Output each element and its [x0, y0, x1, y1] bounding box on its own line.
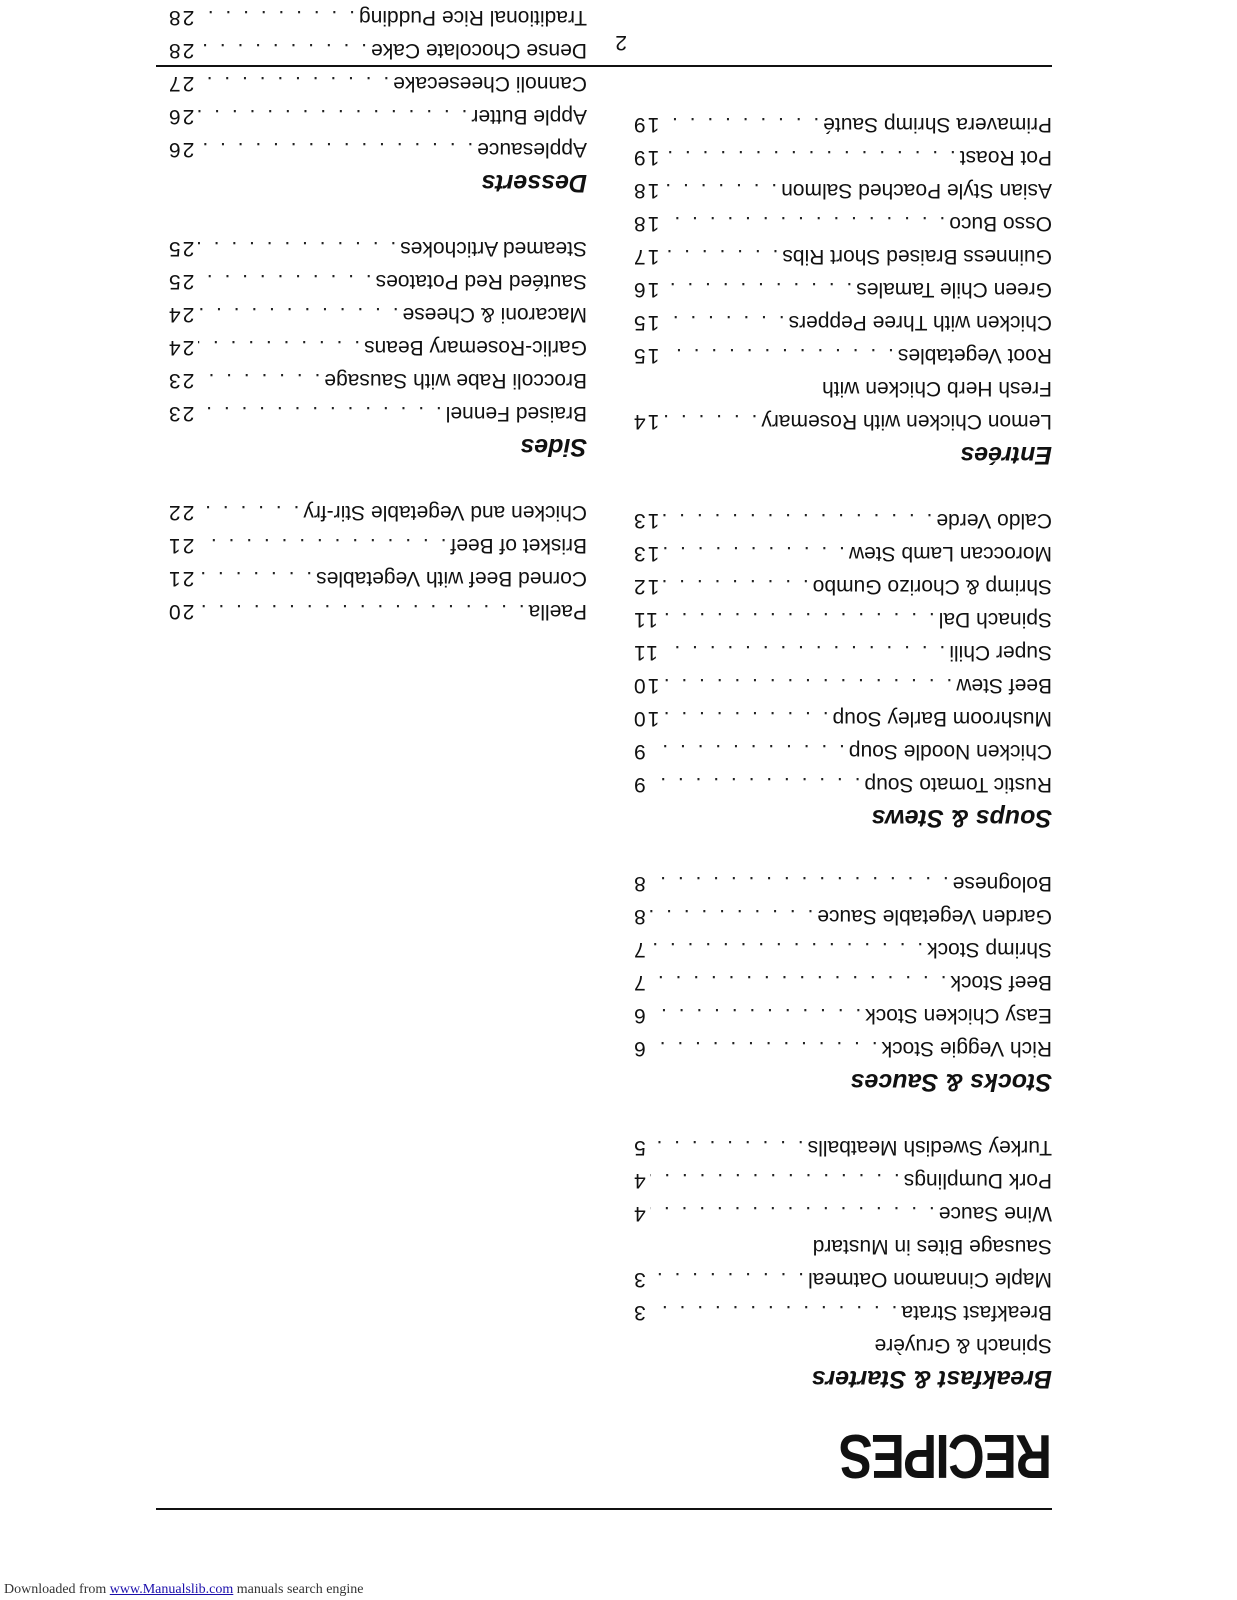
dot-leader: [650, 1164, 900, 1197]
toc-entry: [167, 364, 587, 397]
entry-title: Cannoli Cheesecake: [393, 72, 587, 95]
entry-title: Chicken Noodle Soup: [848, 740, 1052, 763]
entry-page-number: 9: [632, 773, 646, 796]
entry-page-number: 4: [632, 1202, 646, 1225]
dot-leader: [663, 339, 894, 372]
entry-title: Corned Beef with Vegetables: [316, 567, 587, 590]
entry-page-number: 7: [632, 938, 646, 961]
dot-leader: [198, 496, 299, 529]
entry-title: Garden Vegetable Sauce: [817, 905, 1052, 928]
toc-entry: [632, 1263, 1052, 1296]
entry-page-number: [167, 0, 194, 1]
toc-section: [167, 0, 587, 200]
toc-entry: [632, 504, 1052, 537]
entry-title: Chicken with Three Peppers: [788, 311, 1052, 334]
entry-title: Pot Roast: [959, 146, 1052, 169]
dot-leader: [198, 100, 467, 133]
dot-leader: [650, 1032, 878, 1065]
dot-leader: [650, 1131, 804, 1164]
entry-page-number: 26: [167, 138, 195, 161]
entry-page-number: 24: [167, 303, 195, 326]
toc-entry: [167, 265, 587, 298]
entry-page-number: 4: [632, 1169, 646, 1192]
toc-entry: [632, 339, 1052, 405]
dot-leader: [198, 34, 367, 67]
dot-leader: [650, 933, 923, 966]
toc-entry: [632, 702, 1052, 735]
dot-leader: [650, 900, 814, 933]
download-note-suffix: manuals search engine: [236, 1582, 364, 1597]
entry-title: Asian Style Poached Salmon: [781, 179, 1052, 202]
toc-entry: [632, 1032, 1052, 1065]
toc-entry: [632, 933, 1052, 966]
entry-page-number: 15: [632, 311, 660, 334]
dot-leader: [198, 133, 473, 166]
entry-page-number: 25: [167, 237, 195, 260]
entry-page-number: 11: [632, 608, 658, 631]
dot-leader: [663, 702, 828, 735]
entry-title: Green Chile Tamales: [856, 278, 1052, 301]
dot-leader: [198, 67, 389, 100]
entry-page-number: 7: [632, 971, 646, 994]
page-title: RECIPES: [840, 1421, 1052, 1490]
entry-title: Shrimp Stock: [927, 938, 1052, 961]
entry-page-number: 18: [632, 212, 660, 235]
entry-page-number: 13: [632, 509, 660, 532]
entry-page-number: 26: [167, 105, 195, 128]
entry-page-number: 21: [167, 567, 195, 590]
entry-title: Traditional Rice Pudding: [358, 6, 587, 29]
toc-entry: [632, 240, 1052, 273]
dot-leader: [198, 331, 360, 364]
dot-leader: [198, 0, 437, 1]
toc-entry: [632, 537, 1052, 570]
download-note: [4, 1582, 364, 1598]
entry-page-number: 8: [632, 905, 646, 928]
toc-entry: [632, 900, 1052, 933]
entry-title: Rich Veggie Stock: [881, 1037, 1052, 1060]
entry-title: Applesauce: [477, 138, 587, 161]
entry-title: Spinach Dal: [938, 608, 1052, 631]
entry-title: Broccoli Rabe with Sausage: [324, 369, 587, 392]
entry-page-number: 8: [632, 872, 646, 895]
entry-title: Macaroni & Cheese: [402, 303, 587, 326]
dot-leader: [663, 306, 784, 339]
entry-page-number: 27: [167, 72, 195, 95]
entry-title: Braised Fennel: [445, 402, 587, 425]
entry-title: Wine Sauce: [938, 1202, 1052, 1225]
dot-leader: [650, 999, 862, 1032]
dot-leader: [663, 570, 808, 603]
toc-entry: [167, 0, 587, 1]
section-heading: Soups & Stews: [871, 804, 1052, 832]
toc-entry: [167, 397, 587, 430]
toc-entry: [632, 174, 1052, 207]
entry-page-number: 19: [632, 113, 660, 136]
toc-section: [632, 1131, 1052, 1396]
dot-leader: [198, 265, 371, 298]
toc-entry: [632, 966, 1052, 999]
toc-entry: [632, 999, 1052, 1032]
entry-page-number: 23: [167, 369, 195, 392]
dot-leader: [650, 768, 861, 801]
entry-title: Dense Chocolate Cake: [371, 39, 587, 62]
page-number: 2: [615, 31, 627, 54]
toc-entry: [632, 735, 1052, 768]
dot-leader: [198, 595, 524, 628]
entry-page-number: 3: [632, 1268, 646, 1291]
footer-rule: [156, 65, 1052, 67]
entry-page-number: 15: [632, 344, 660, 367]
section-heading: Entrées: [960, 441, 1052, 469]
toc-entry: [167, 496, 587, 529]
toc-entry: [167, 562, 587, 595]
toc-column-right: [167, 0, 587, 628]
entry-title: Lemon Chicken with Rosemary: [761, 410, 1052, 433]
entry-page-number: 16: [632, 278, 660, 301]
entry-page-number: 28: [167, 39, 195, 62]
dot-leader: [663, 537, 845, 570]
toc-entry: [632, 636, 1052, 669]
entry-page-number: 10: [632, 707, 660, 730]
entry-page-number: 5: [632, 1136, 646, 1159]
toc-entry: [632, 108, 1052, 141]
entry-page-number: 18: [632, 179, 660, 202]
entry-title: Breakfast Strata: [901, 1301, 1052, 1324]
dot-leader: [662, 636, 945, 669]
dot-leader: [663, 240, 778, 273]
entry-title: Apple Butter: [471, 105, 587, 128]
entry-title-line1: Sausage Bites in Mustard: [812, 1235, 1052, 1258]
toc-entry: [167, 298, 587, 331]
entry-page-number: 24: [167, 336, 195, 359]
dot-leader: [650, 867, 949, 900]
entry-title: Super Chili: [949, 641, 1052, 664]
toc-entry: [632, 273, 1052, 306]
toc-entry: [632, 768, 1052, 801]
toc-entry: [167, 133, 587, 166]
entry-title: Osso Buco: [949, 212, 1052, 235]
entry-title: Bolognese: [952, 872, 1052, 895]
toc-entry: [632, 669, 1052, 702]
entry-page-number: 25: [167, 270, 195, 293]
entry-title: Guinness Braised Short Ribs: [782, 245, 1052, 268]
entry-page-number: 23: [167, 402, 195, 425]
toc-entry: [632, 867, 1052, 900]
toc-entry: [632, 1164, 1052, 1197]
entry-page-number: 17: [632, 245, 660, 268]
dot-leader: [663, 405, 757, 438]
section-heading: Sides: [520, 433, 587, 461]
entry-page-number: 6: [632, 1004, 646, 1027]
toc-entry: [167, 232, 587, 265]
toc-entry: [632, 306, 1052, 339]
toc-entry: [167, 1, 587, 34]
entry-title: Brisket of Beef: [450, 534, 587, 557]
entry-page-number: 21: [167, 534, 195, 557]
entry-title: Chicken and Vegetable Stir-fry: [303, 501, 587, 524]
toc-section: [167, 496, 587, 628]
entry-page-number: 28: [167, 6, 195, 29]
dot-leader: [663, 669, 952, 702]
dot-leader: [650, 966, 947, 999]
entry-page-number: 20: [167, 600, 195, 623]
toc-entry: [632, 1197, 1052, 1263]
entry-title: Shrimp & Chorizo Gumbo: [812, 575, 1052, 598]
entry-title: Maple Cinnamon Oatmeal: [808, 1268, 1052, 1291]
toc-entry: [167, 34, 587, 67]
entry-title-line1: Spinach & Gruyère: [874, 1334, 1052, 1357]
entry-title: Sautéed Red Potatoes: [375, 270, 587, 293]
dot-leader: [663, 207, 945, 240]
manualslib-link[interactable]: www.Manualslib.com: [109, 1582, 234, 1597]
dot-leader: [662, 603, 935, 636]
toc-section: [632, 867, 1052, 1099]
toc-entry: [167, 100, 587, 133]
entry-page-number: 14: [632, 410, 660, 433]
entry-page-number: 10: [632, 674, 660, 697]
dot-leader: [650, 1263, 804, 1296]
entry-title-line1: Fresh Herb Chicken with: [822, 377, 1052, 400]
entry-title: Beef Stock: [950, 971, 1052, 994]
section-heading: Stocks & Sauces: [850, 1068, 1052, 1096]
entry-title: Moroccan Lamb Stew: [848, 542, 1052, 565]
dot-leader: [663, 174, 777, 207]
entry-title: Caldo Verde: [936, 509, 1052, 532]
entry-page-number: 22: [167, 501, 195, 524]
dot-leader: [198, 562, 312, 595]
entry-title: [441, 0, 587, 1]
entry-title: Rustic Tomato Soup: [864, 773, 1052, 796]
dot-leader: [663, 108, 819, 141]
entry-page-number: 11: [632, 641, 658, 664]
dot-leader: [198, 397, 441, 430]
dot-leader: [663, 141, 955, 174]
toc-entry: [632, 1296, 1052, 1362]
dot-leader: [650, 1296, 898, 1329]
toc-entry: [167, 331, 587, 364]
entry-title: Beef Stew: [956, 674, 1052, 697]
dot-leader: [650, 1197, 935, 1230]
entry-page-number: 12: [632, 575, 660, 598]
dot-leader: [198, 298, 398, 331]
dot-leader: [650, 735, 845, 768]
dot-leader: [663, 273, 852, 306]
dot-leader: [663, 504, 932, 537]
entry-page-number: 19: [632, 146, 660, 169]
toc-section: [632, 108, 1052, 472]
toc-entry: [632, 207, 1052, 240]
toc-entry: [632, 603, 1052, 636]
entry-title: Mushroom Barley Soup: [832, 707, 1052, 730]
toc-entry: [632, 1131, 1052, 1164]
entry-title: Easy Chicken Stock: [865, 1004, 1052, 1027]
entry-page-number: 13: [632, 542, 660, 565]
dot-leader: [198, 1, 355, 34]
toc-entry: [167, 529, 587, 562]
entry-title: Garlic-Rosemary Beans: [364, 336, 587, 359]
entry-page-number: 3: [632, 1301, 646, 1324]
toc-section: [167, 232, 587, 464]
toc-entry: [632, 405, 1052, 438]
entry-title: Steamed Artichokes: [400, 237, 587, 260]
entry-title: Paella: [528, 600, 587, 623]
entry-page-number: 6: [632, 1037, 646, 1060]
entry-title: Root Vegetables: [897, 344, 1052, 367]
entry-page-number: 9: [632, 740, 646, 763]
header-rule: [156, 1508, 1052, 1510]
toc-entry: [167, 595, 587, 628]
toc-entry: [632, 570, 1052, 603]
toc-entry: [632, 141, 1052, 174]
dot-leader: [198, 529, 446, 562]
toc-section: [632, 504, 1052, 835]
section-heading: Desserts: [481, 169, 587, 197]
toc-column-left: [632, 108, 1052, 1396]
entry-title: Turkey Swedish Meatballs: [807, 1136, 1052, 1159]
section-heading: Breakfast & Starters: [811, 1365, 1052, 1393]
entry-title: Primavera Shrimp Sauté: [823, 113, 1052, 136]
toc-entry: [167, 67, 587, 100]
dot-leader: [198, 232, 396, 265]
entry-title: Pork Dumplings: [903, 1169, 1052, 1192]
dot-leader: [198, 364, 320, 397]
download-note-prefix: Downloaded from: [4, 1582, 107, 1597]
